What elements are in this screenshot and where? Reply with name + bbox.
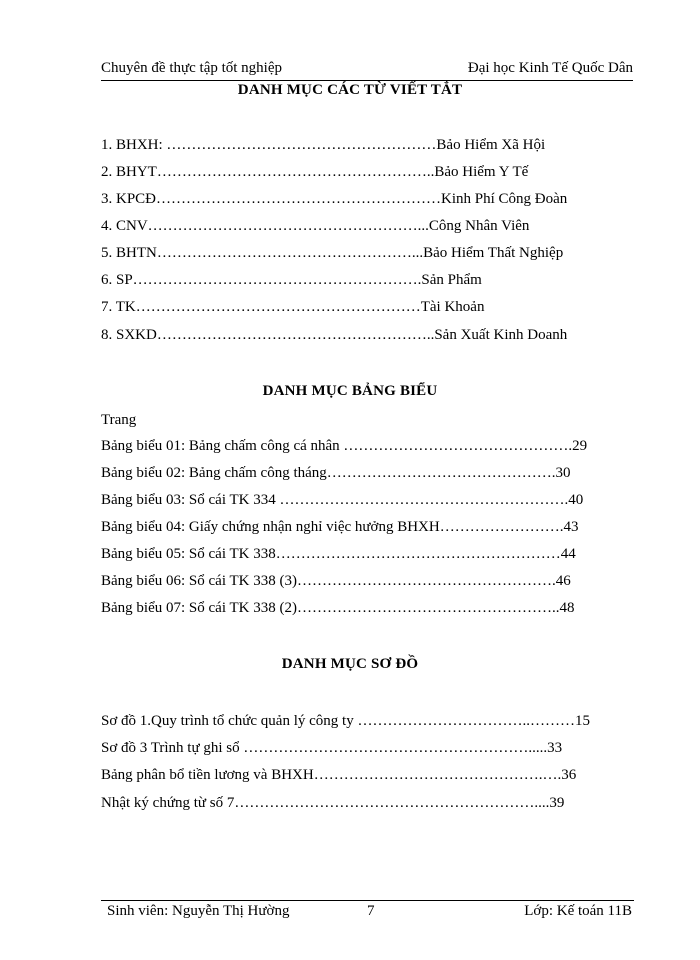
table-list-item: Bảng biểu 03: Sổ cái TK 334 ………………………………………………….40 [101, 492, 584, 508]
abbrev-item: 4. CNV………………………………………………...Công Nhân Viên [101, 218, 530, 234]
page-header [101, 60, 633, 81]
page-footer [101, 900, 634, 923]
diagrams-title: DANH MỤC SƠ ĐỒ [281, 656, 419, 672]
diagram-list-item: Nhật ký chứng từ số 7……………………………………………………....39 [101, 795, 565, 811]
table-list-item: Bảng biểu 06: Sổ cái TK 338 (3)…………………………………………….46 [101, 573, 571, 589]
abbreviations-title: DANH MỤC CÁC TỪ VIẾT TẮT [237, 82, 463, 98]
diagram-list-item: Sơ đồ 1.Quy trình tổ chức quản lý công ty ……………………………..………15 [101, 713, 590, 729]
diagram-list-item: Bảng phân bổ tiền lương và BHXH……………………………………….….36 [101, 767, 577, 783]
tables-title: DANH MỤC BẢNG BIỂU [262, 383, 438, 399]
abbrev-item: 1. BHXH: ………………………………………………Bảo Hiểm Xã Hội [101, 137, 546, 153]
page-column-label: Trang [101, 412, 137, 428]
diagram-list-item: Sơ đồ 3 Trình tự ghi sổ ………………………………………………….....33 [101, 740, 563, 756]
footer-student: Sinh viên: Nguyễn Thị Hường [107, 903, 290, 919]
abbrev-item: 2. BHYT………………………………………………..Bảo Hiểm Y Tế [101, 164, 529, 180]
table-list-item: Bảng biểu 02: Bảng chấm công tháng……………………………………….30 [101, 465, 571, 481]
abbrev-item: 7. TK…………………………………………………Tài Khoản [101, 299, 485, 315]
abbrev-item: 3. KPCĐ…………………………………………………Kinh Phí Công Đoàn [101, 191, 568, 207]
abbrev-item: 6. SP………………………………………………….Sản Phẩm [101, 272, 482, 288]
abbrev-item: 5. BHTN……………………………………………...Bảo Hiểm Thất Nghiệp [101, 245, 564, 261]
footer-class: Lớp: Kế toán 11B [524, 903, 632, 919]
table-list-item: Bảng biểu 05: Sổ cái TK 338…………………………………………………44 [101, 546, 576, 562]
header-report-title: Chuyên đề thực tập tốt nghiệp [101, 60, 283, 76]
abbrev-item: 8. SXKD………………………………………………..Sản Xuất Kinh Doanh [101, 327, 568, 343]
footer-page-number: 7 [367, 903, 375, 919]
table-list-item: Bảng biểu 04: Giấy chứng nhận nghỉ việc hưởng BHXH…………………….43 [101, 519, 579, 535]
table-list-item: Bảng biểu 07: Sổ cái TK 338 (2)……………………………………………..48 [101, 600, 575, 616]
header-university: Đại học Kinh Tế Quốc Dân [467, 60, 633, 76]
table-list-item: Bảng biểu 01: Bảng chấm công cá nhân ……………………………………….29 [101, 438, 588, 454]
